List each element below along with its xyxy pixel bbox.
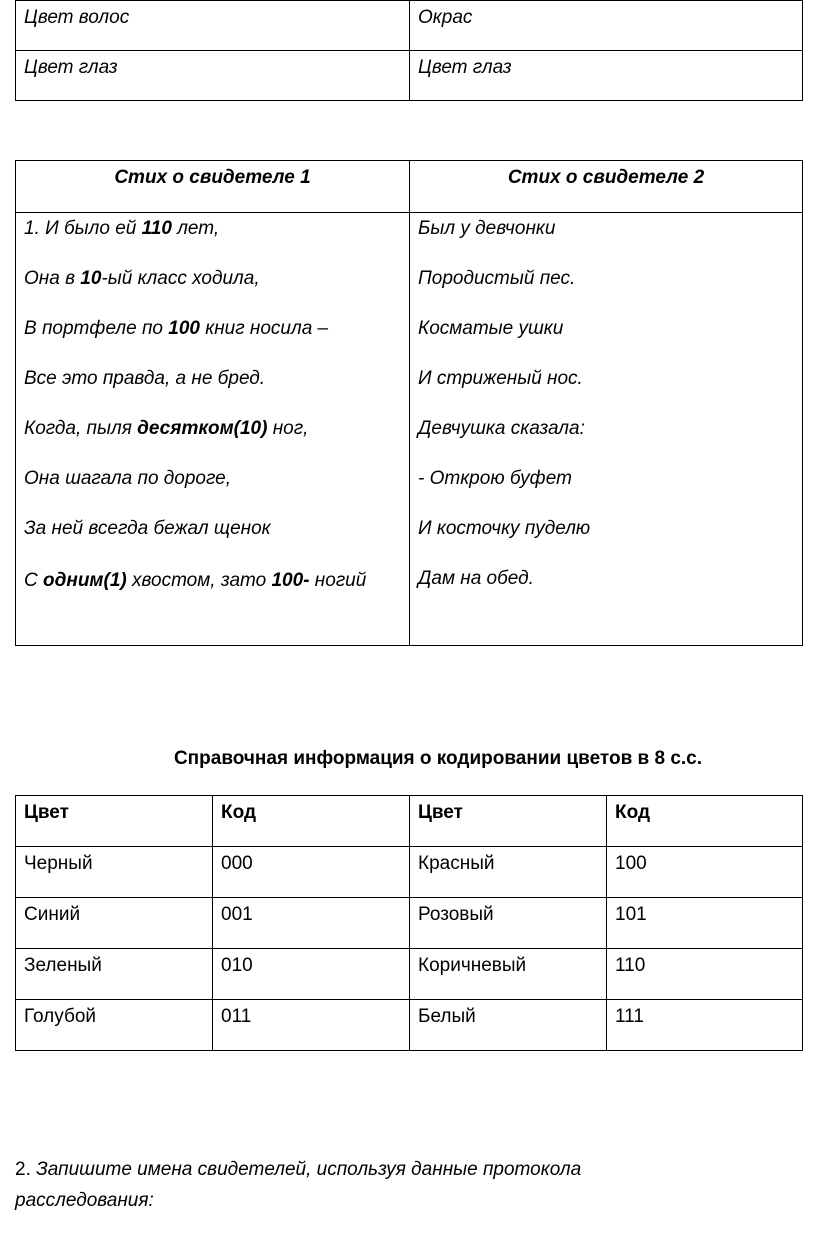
poem-fragment: хвостом, зато <box>126 570 272 591</box>
poem-fragment: ногий <box>309 570 367 591</box>
table-row <box>16 898 803 949</box>
poem-line: И стриженый нос. <box>418 368 583 389</box>
table-cell: Белый <box>410 1000 607 1051</box>
poem-line <box>24 266 401 316</box>
header-cell: Цвет <box>410 796 607 847</box>
poem2-header: Стих о свидетеле 2 <box>410 161 803 213</box>
poem1-header: Стих о свидетеле 1 <box>16 161 410 213</box>
table-row <box>16 1000 803 1051</box>
poem-line <box>24 216 401 266</box>
table-row <box>16 1 803 51</box>
table-cell: Цвет глаз <box>410 51 803 101</box>
table-row <box>16 949 803 1000</box>
poem1-text <box>16 213 410 646</box>
poem-fragment: За ней всегда бежал щенок <box>24 518 271 539</box>
table-row <box>16 213 803 646</box>
table-row <box>16 847 803 898</box>
poem-fragment: ног, <box>267 418 309 439</box>
task-number: 2. <box>15 1159 31 1180</box>
poem-fragment: книг носила – <box>199 318 329 339</box>
poem-fragment: 100- <box>271 570 310 591</box>
poem-fragment: 110 <box>141 218 172 239</box>
poem-line <box>24 566 401 616</box>
poems-table <box>15 160 803 646</box>
task-2 <box>15 1154 715 1216</box>
poem-fragment: лет, <box>171 218 220 239</box>
poem-fragment: Она в <box>24 268 81 289</box>
table-cell: Голубой <box>16 1000 213 1051</box>
poem-line: Косматые ушки <box>418 318 564 339</box>
poem-fragment: Все это правда, а не бред. <box>24 368 266 389</box>
table-cell: Синий <box>16 898 213 949</box>
poem2-text <box>410 213 803 646</box>
poem-line <box>24 466 401 516</box>
poem-line: Дам на обед. <box>418 568 534 589</box>
poem-fragment: -ый класс ходила, <box>101 268 260 289</box>
poem-fragment: В портфеле по <box>24 318 169 339</box>
table-cell: 100 <box>607 847 803 898</box>
table-cell: Красный <box>410 847 607 898</box>
poem-line <box>24 366 401 416</box>
poem-fragment: 10 <box>80 268 102 289</box>
task-text: Запишите имена свидетелей, используя данные протокола расследования: <box>15 1159 582 1211</box>
table-row <box>16 51 803 101</box>
poem-line <box>24 416 401 466</box>
table-cell: 011 <box>213 1000 410 1051</box>
color-code-table <box>15 795 803 1051</box>
poem-line <box>24 516 401 566</box>
poem-fragment: десятком(10) <box>137 418 268 439</box>
table-cell: 111 <box>607 1000 803 1051</box>
poem-line: Был у девчонки <box>418 218 556 239</box>
table-cell: Цвет волос <box>16 1 410 51</box>
poem-line: И косточку пуделю <box>418 518 591 539</box>
poem-fragment: 100 <box>168 318 200 339</box>
poem-fragment: 1. И было ей <box>24 218 142 239</box>
table-cell: Черный <box>16 847 213 898</box>
table-cell: 010 <box>213 949 410 1000</box>
header-cell: Код <box>607 796 803 847</box>
poem-fragment: одним(1) <box>43 570 127 591</box>
table-cell: Окрас <box>410 1 803 51</box>
table-cell: 101 <box>607 898 803 949</box>
color-code-caption: Справочная информация о кодировании цветов в 8 с.с. <box>173 748 703 769</box>
table-cell: Коричневый <box>410 949 607 1000</box>
table-header-row <box>16 161 803 213</box>
poem-fragment: Она шагала по дороге, <box>24 468 231 489</box>
table-cell: 000 <box>213 847 410 898</box>
table-cell: Цвет глаз <box>16 51 410 101</box>
poem-fragment: Когда, пыля <box>24 418 138 439</box>
header-cell: Код <box>213 796 410 847</box>
table-cell: 110 <box>607 949 803 1000</box>
poem-line <box>24 316 401 366</box>
poem-line: Девчушка сказала: <box>418 418 585 439</box>
table-header-row <box>16 796 803 847</box>
table-cell: Зеленый <box>16 949 213 1000</box>
table-cell: Розовый <box>410 898 607 949</box>
poem-fragment: С <box>24 570 43 591</box>
poem-line: Породистый пес. <box>418 268 576 289</box>
poem-line: - Открою буфет <box>418 468 572 489</box>
table-cell: 001 <box>213 898 410 949</box>
header-cell: Цвет <box>16 796 213 847</box>
appearance-table <box>15 0 803 101</box>
